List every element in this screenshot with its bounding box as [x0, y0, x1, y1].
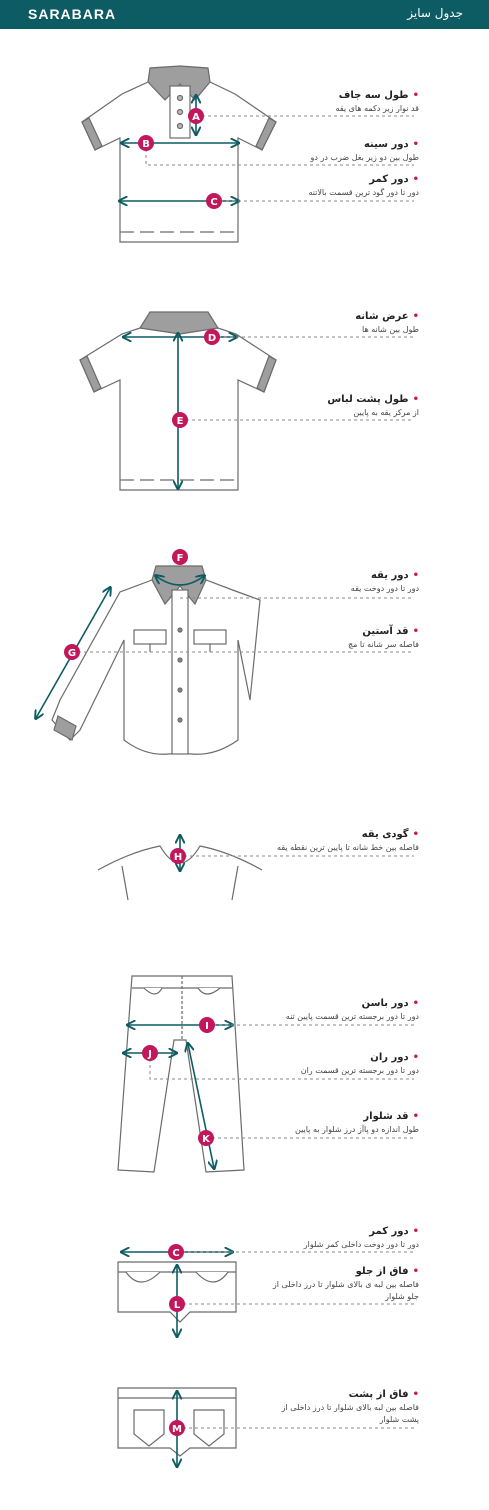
- label-waist: [259, 173, 419, 199]
- svg-text:D: D: [207, 333, 217, 344]
- svg-text:B: B: [142, 139, 150, 150]
- label-title: •دور ران: [370, 1052, 419, 1063]
- label-neck-depth: [219, 828, 419, 854]
- trousers-illustration: [118, 976, 244, 1172]
- label-title: •فاق از جلو: [355, 1266, 419, 1277]
- label-title: •قد آستین: [362, 626, 419, 637]
- marker-m: [169, 1420, 185, 1436]
- page-title: جدول سایز: [407, 6, 463, 20]
- marker-i: [199, 1017, 215, 1033]
- svg-text:M: M: [172, 1424, 182, 1435]
- label-title: •طول سه جاف: [338, 90, 419, 101]
- label-title: •طول پشت لباس: [327, 394, 419, 405]
- marker-l: [169, 1296, 185, 1312]
- label-desc: دور تا دور برجسته ترین قسمت پایین تنه: [285, 1012, 419, 1021]
- marker-j: [142, 1045, 158, 1061]
- label-desc: فاصله سر شانه تا مچ: [347, 640, 419, 649]
- label-trouser-waist: [259, 1225, 419, 1251]
- svg-text:E: E: [176, 416, 184, 427]
- marker-c2: [168, 1244, 184, 1260]
- label-desc: از مرکز یقه به پایین: [353, 408, 419, 417]
- polo-front-illustration: [82, 66, 276, 242]
- svg-text:A: A: [192, 112, 200, 123]
- svg-text:H: H: [173, 852, 183, 863]
- label-title: •فاق از پشت: [348, 1389, 419, 1400]
- label-title: •دور باسن: [361, 998, 419, 1009]
- marker-a: [188, 108, 204, 124]
- shirt-illustration: [52, 566, 260, 754]
- svg-text:J: J: [148, 1049, 152, 1060]
- label-shoulder-width: [259, 310, 419, 336]
- label-desc: دور تا دور دوخت داخلی کمر شلوار: [303, 1240, 419, 1249]
- label-thigh: [259, 1051, 419, 1077]
- label-desc: طول بین شانه ها: [362, 325, 419, 334]
- label-neck: [259, 569, 419, 595]
- label-chest: [259, 138, 419, 164]
- marker-f: [172, 549, 188, 565]
- marker-g: [64, 644, 80, 660]
- marker-h: [170, 848, 186, 864]
- marker-k: [198, 1130, 214, 1146]
- label-title: •عرض شانه: [355, 311, 419, 322]
- label-collar-placket: [259, 89, 419, 115]
- label-title: •دور سینه: [363, 139, 419, 150]
- svg-text:G: G: [67, 648, 77, 659]
- svg-text:K: K: [202, 1134, 210, 1145]
- label-sleeve-length: [259, 625, 419, 651]
- label-title: •دور کمر: [369, 174, 419, 185]
- label-title: •دور کمر: [369, 1226, 419, 1237]
- label-desc: دور تا دور برجسته ترین قسمت ران: [300, 1066, 419, 1075]
- label-desc: فاصله بین لبه ی بالای شلوار تا درز داخلی از جلو شلوار: [272, 1280, 419, 1301]
- label-desc: طول بین دو زیر بغل ضرب در دو: [310, 153, 419, 162]
- marker-b: [138, 135, 154, 151]
- svg-text:C: C: [172, 1248, 180, 1259]
- label-trouser-length: [259, 1110, 419, 1136]
- marker-c: [206, 193, 222, 209]
- svg-text:F: F: [176, 553, 184, 564]
- label-title: •گودی یقه: [361, 829, 419, 840]
- label-desc: دور تا دور دوخت یقه: [350, 584, 419, 593]
- label-back-length: [259, 393, 419, 419]
- brand-logo: SARABARA: [28, 6, 117, 22]
- marker-d: [204, 329, 220, 345]
- svg-text:L: L: [173, 1300, 181, 1311]
- label-title: •قد شلوار: [363, 1111, 419, 1122]
- marker-e: [172, 412, 188, 428]
- label-title: •دور یقه: [370, 570, 419, 581]
- label-desc: فاصله بین خط شانه تا پایین ترین نقطه یقه: [277, 843, 419, 852]
- label-desc: طول اندازه دو پاآز درز شلوار به پایین: [295, 1125, 419, 1134]
- label-hip: [259, 997, 419, 1023]
- svg-text:I: I: [205, 1021, 209, 1032]
- label-desc: دور تا دور گود ترین قسمت بالاتنه: [308, 188, 419, 197]
- label-back-rise: [269, 1388, 419, 1426]
- label-desc: قد نوار زیر دکمه های یقه: [335, 104, 419, 113]
- label-front-rise: [269, 1265, 419, 1303]
- svg-text:C: C: [210, 197, 218, 208]
- label-desc: فاصله بین لبه بالای شلوار تا درز داخلی از پشت شلوار: [281, 1403, 419, 1424]
